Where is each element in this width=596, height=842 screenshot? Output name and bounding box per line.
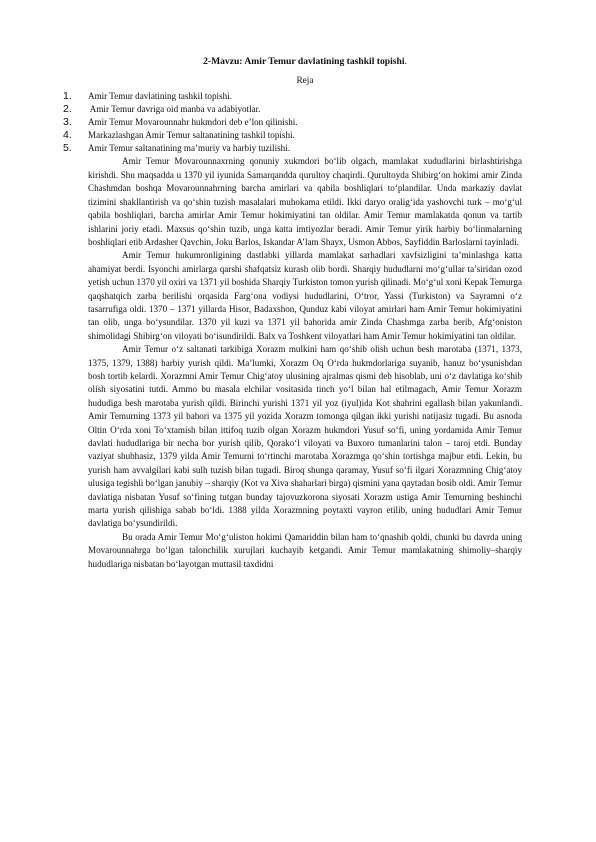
plan-item-text: Amir Temur saltanatining ma’muriy va harbiy tuzilishi. [88, 143, 290, 154]
document-page [63, 56, 522, 571]
plan-heading: Reja [296, 76, 314, 86]
plan-item [63, 103, 522, 116]
body-paragraph-1: Amir Temur Movarounnaxrning qonuniy xukmdori bo‘lib olgach, mamlakat xududlarini birlashtirishga kirishdi. Shu maqsadda u 1370 yil iyunida Samarqandda qurultoy chaqirdi. Qurultoyda Shibirg‘on hokimi amir Zinda Chashmdan boshqa Movarounnahrning barcha amirlari va qabila boshliqlari to‘plandilar. Unda markaziy davlat tizimini shakllantirish va qo‘shin tuzish masalalari muhokama etildi. Ikki daryo oralig‘ida yashovchi turk – mo‘g‘ul qabila boshliqlari, barcha amirlar Amir Temur hokimiyatini tan oldilar. Amir Temur mamlakatda qonun va tartib ishlarini joriy etadi. Maxsus qo‘shin tuzib, unga katta imtiyozlar beradi. Amir Temur yirik harbiy bo‘linmalarning boshliqlari etib Ardasher Qavchin, Joku Barlos, Iskandar A’lam Shayx, Usmon Abbos, Sayfiddin Barloslarni tayinladi. [88, 156, 522, 247]
document-title-text: 2-Mavzu: Amir Temur davlatining tashkil topishi [203, 56, 405, 67]
body-paragraph-3: Amir Temur o‘z saltanati tarkibiga Xorazm mulkini ham qo‘shib olish uchun besh marotaba (1371, 1373, 1375, 1379, 1388) harbiy yurish qildi. Ma’lumki, Xorazm Oq O‘rda hukmdorlariga suyanib, hanuz bo‘ysunishdan bosh tortib kelardi. Xorazmni Amir Temur Chig‘atoy ulusining ajralmas qismi deb hisoblab, uni o‘z davlatiga ko‘shib olish siyosatini tutdi. Ammo bu masala elchilar vositasida tinch yo‘l bilan hal etilmagach, Amir Temur Xorazm hududiga besh marotaba yurish qildi. Birinchi yurishi 1371 yil yoz (iyul)ida Kot shahrini egallash bilan yakunlandi. Amir Temurning 1373 yil bahori va 1375 yil yozida Xorazm tomonga qilgan ikki yurishi natijasiz tugadi. Bu asnoda Oltin O‘rda xoni To‘xtamish bilan ittifoq tuzib olgan Xorazm hukmdori Yusuf so‘fi, uning yordamida Amir Temur davlati hududlariga bir necha bor yurish qilib, Qorako‘l viloyati va Buxoro tumanlarini talon – taroj etdi. Bunday vaziyat shubhasiz, 1379 yilda Amir Temurni to‘rtinchi marotaba Xorazmga qo‘shin tortishga majbur etdi. Lekin, bu yurish ham avvalgilari kabi sulh tuzish bilan tugadi. Biroq shunga qaramay, Yusuf so‘fi ilgari Xorazmning Chig‘atoy ulusiga tegishli bo‘lgan janubiy – sharqiy (Kot va Xiva shaharlari birga) qismini yana qaytadan bosib oldi. Amir Temur davlatiga nisbatan Yusuf so‘fining tutgan bunday tajovuzkorona siyosati Xorazm ustiga Amir Temurning beshinchi marta yurish qilishiga sabab bo‘ldi. 1388 yilda Xorazmning poytaxti vayron etilib, uning hududlari Amir Temur davlatiga bo‘ysundirildi. [88, 344, 522, 529]
body-paragraph-2: Amir Temur hukumronligining dastlabki yillarda mamlakat sarhadlari xavfsizligini ta’minlashga katta ahamiyat berdi. Isyonchi amirlarga qarshi shafqatsiz kurash olib bordi. Sharqiy hududlarni mo‘g‘ullar ta’siridan ozod yetish uchun 1370 yil oxiri va 1371 yil boshida Sharqiy Turkiston tomon yurish qilinadi. Mo‘g‘ul xoni Kepak Temurga qaqshatqich zarba berilishi orqasida Farg‘ona vodiysi hududlarini, O‘tror, Yassi (Turkiston) va Sayramni o‘z tasarrufiga oldi. 1370 – 1371 yillarda Hisor, Badaxshon, Qunduz kabi viloyat amirlari ham Amir Temur hokimiyatini tan olib, unga bo‘ysundilar. 1370 yil kuzi va 1371 yil bahorida amir Zinda Chashmga zarba berib, Afg‘oniston shimolidagi Shibirg‘on viloyati bo‘isundirildi. Balx va Toshkent viloyatlari ham Amir Temur hokimiyatini tan oldilar. [88, 250, 522, 341]
plan-item [63, 90, 522, 103]
plan-item-number: 2. [63, 103, 72, 116]
body-paragraph-4: Bu orada Amir Temur Mo‘g‘uliston hokimi Qamariddin bilan ham to‘qnashib qoldi, chunki bu davrda uning Movarounnahrga bo‘lgan talonchilik xurujlari kuchayib ketgandi. Amir Temur mamlakatning shimoliy–sharqiy hududlariga nisbatan bo‘layotgan muttasil taxdidni [88, 531, 522, 569]
plan-item-number: 4. [63, 129, 72, 142]
plan-item [63, 129, 522, 142]
plan-item-text: Amir Temur Movarounnahr hukmdori deb e’lon qilinishi. [88, 117, 298, 128]
plan-item-number: 1. [63, 90, 72, 102]
plan-item-text: Markazlashgan Amir Temur saltanatining tashkil topishi. [88, 130, 295, 141]
plan-item-text: Amir Temur davriga oid manba va adabiyotlar. [88, 104, 261, 115]
document-title-punct: . [404, 56, 407, 67]
plan-item-number: 3. [63, 116, 72, 129]
plan-item-text: Amir Temur davlatining tashkil topishi. [88, 91, 232, 101]
plan-item [63, 142, 522, 155]
plan-list [63, 90, 522, 155]
plan-item-number: 5. [63, 142, 72, 155]
document-title [88, 56, 522, 68]
plan-item [63, 116, 522, 129]
